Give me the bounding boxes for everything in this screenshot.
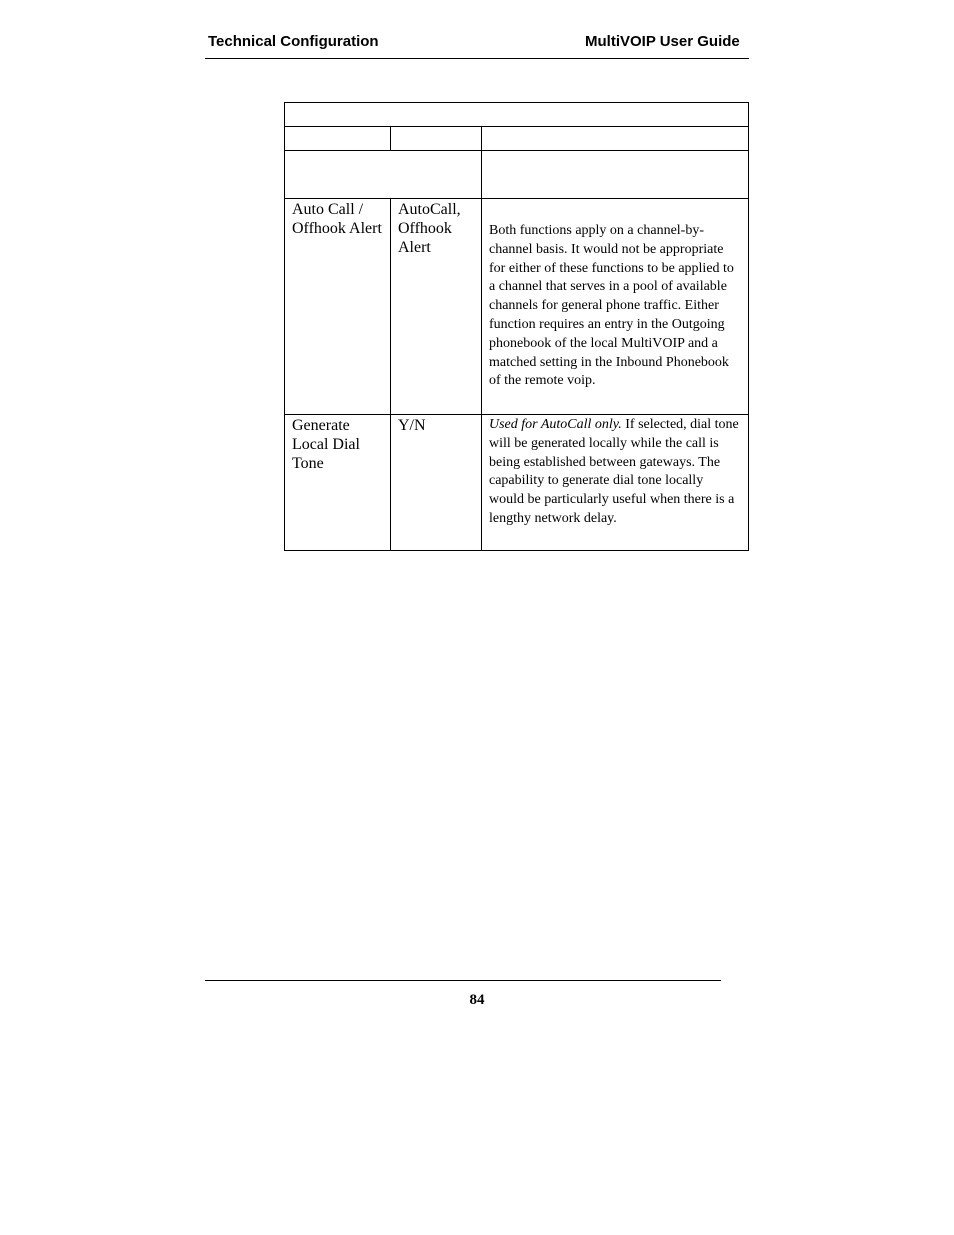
group-description-cell bbox=[482, 151, 749, 199]
column-header-values bbox=[391, 127, 482, 151]
footer-divider bbox=[205, 980, 721, 981]
header-divider bbox=[205, 58, 749, 59]
running-header-section: Technical Configuration bbox=[208, 33, 379, 50]
table-group-row bbox=[285, 151, 749, 199]
group-label-cell bbox=[285, 151, 482, 199]
field-description-cell: Both functions apply on a channel-by-channel basis. It would not be appropriate for either of these functions to be applied to a channel that serves in a pool of available channels for general phone traffic. Either function requires an entry in the Outgoing phonebook of the local MultiVOIP and a matched setting in the Inbound Phonebook of the remote voip. bbox=[482, 199, 749, 415]
table-title-row bbox=[285, 103, 749, 127]
description-italic-note: Used for AutoCall only. bbox=[489, 417, 622, 432]
table-column-header-row bbox=[285, 127, 749, 151]
field-name-cell: Auto Call / Offhook Alert bbox=[285, 199, 391, 415]
page-number: 84 bbox=[469, 992, 485, 1008]
field-name-cell: Generate Local Dial Tone bbox=[285, 415, 391, 551]
field-description-cell bbox=[482, 415, 749, 551]
field-values-cell: AutoCall, Offhook Alert bbox=[391, 199, 482, 415]
running-header-title: MultiVOIP User Guide bbox=[585, 33, 740, 50]
column-header-description bbox=[482, 127, 749, 151]
table-row bbox=[285, 415, 749, 551]
column-header-field bbox=[285, 127, 391, 151]
table-row bbox=[285, 199, 749, 415]
table-title-cell bbox=[285, 103, 749, 127]
description-text: If selected, dial tone will be generated locally while the call is being established between gateways. The capability to generate dial tone locally would be particularly useful when there is a lengthy network delay. bbox=[489, 417, 739, 526]
field-values-cell: Y/N bbox=[391, 415, 482, 551]
parameter-table bbox=[284, 102, 749, 551]
